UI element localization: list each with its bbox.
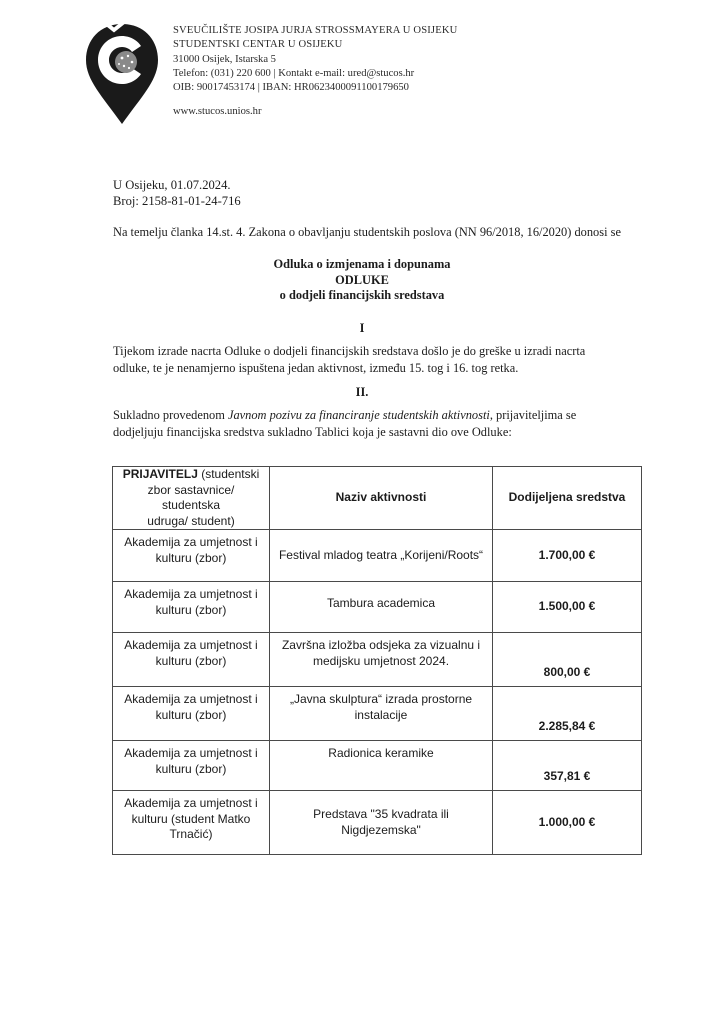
- activity-cell: Završna izložba odsjeka za vizualnu i medijsku umjetnost 2024.: [270, 633, 493, 687]
- applicant-cell: Akademija za umjetnost i kulturu (zbor): [113, 741, 270, 791]
- amount-cell: 2.285,84 €: [493, 687, 642, 741]
- table-row: [113, 633, 642, 687]
- table-row: [113, 741, 642, 791]
- allocation-table: [112, 466, 642, 855]
- section-2-text-end: , prijaviteljima se: [489, 408, 577, 422]
- letterhead-text: [173, 24, 457, 120]
- table-header-row: [113, 467, 642, 530]
- tax-bank-line: OIB: 90017453174 | IBAN: HR0623400091100179650: [173, 82, 409, 94]
- amount-cell: 1.500,00 €: [493, 582, 642, 633]
- amount-cell: 357,81 €: [493, 741, 642, 791]
- activity-cell: Tambura academica: [270, 582, 493, 633]
- intro-text: Na temelju članka 14.st. 4. Zakona o obavljanju studentskih poslova (NN 96/2018, 16/2020) donosi se: [113, 225, 621, 239]
- center-name: STUDENTSKI CENTAR U OSIJEKU: [173, 39, 343, 51]
- amount-cell: 800,00 €: [493, 633, 642, 687]
- header-activity: Naziv aktivnosti: [270, 467, 493, 530]
- amount-cell: 1.000,00 €: [493, 791, 642, 855]
- table-row: [113, 582, 642, 633]
- place-date: U Osijeku, 01.07.2024.: [113, 178, 231, 192]
- section-2-text: [113, 407, 633, 440]
- section-1-line-1: Tijekom izrade nacrta Odluke o dodjeli financijskih sredstava došlo je do greške u izradi nacrta: [113, 344, 586, 358]
- header-amount: Dodijeljena sredstva: [493, 467, 642, 530]
- address: 31000 Osijek, Istarska 5: [173, 53, 276, 65]
- website: www.stucos.unios.hr: [173, 106, 262, 118]
- university-name: SVEUČILIŠTE JOSIPA JURJA STROSSMAYERA U OSIJEKU: [173, 25, 458, 36]
- decision-title: [0, 257, 724, 304]
- applicant-cell: Akademija za umjetnost i kulturu (zbor): [113, 530, 270, 582]
- activity-cell: Festival mladog teatra „Korijeni/Roots“: [270, 530, 493, 582]
- amount-cell: 1.700,00 €: [493, 530, 642, 582]
- title-line-2: ODLUKE: [335, 272, 389, 287]
- activity-cell: Predstava "35 kvadrata ili Nigdjezemska": [270, 791, 493, 855]
- section-2-heading: II.: [355, 385, 369, 399]
- header-applicant: PRIJAVITELJ (studentski zbor sastavnice/ studentska udruga/ student): [113, 467, 270, 530]
- applicant-cell: Akademija za umjetnost i kulturu (zbor): [113, 582, 270, 633]
- applicant-cell: Akademija za umjetnost i kulturu (zbor): [113, 633, 270, 687]
- public-call-name: Javnom pozivu za financiranje studentskih aktivnosti: [227, 408, 490, 422]
- stucos-logo: [82, 20, 162, 126]
- document-number: Broj: 2158-81-01-24-716: [113, 194, 241, 208]
- table-row: [113, 530, 642, 582]
- table-row: [113, 687, 642, 741]
- section-2-text-start: Sukladno provedenom: [113, 408, 228, 422]
- section-1-heading: I: [359, 321, 365, 335]
- title-line-3: o dodjeli financijskih sredstava: [279, 288, 445, 302]
- table-row: [113, 791, 642, 855]
- document-header: [113, 177, 241, 209]
- section-1-text: [113, 343, 633, 376]
- title-line-1: Odluka o izmjenama i dopunama: [273, 257, 451, 271]
- applicant-cell: Akademija za umjetnost i kulturu (student Matko Trnačić): [113, 791, 270, 855]
- activity-cell: „Javna skulptura“ izrada prostorne instalacije: [270, 687, 493, 741]
- section-1-line-2: odluke, te je nenamjerno ispuštena jedan aktivnost, između 15. tog i 16. tog retka.: [113, 360, 519, 375]
- contact-line: Telefon: (031) 220 600 | Kontakt e-mail: ured@stucos.hr: [173, 67, 415, 79]
- activity-cell: Radionica keramike: [270, 741, 493, 791]
- applicant-cell: Akademija za umjetnost i kulturu (zbor): [113, 687, 270, 741]
- section-2-line-2: dodjeljuju financijska sredstva sukladno Tablici koja je sastavni dio ove Odluke:: [113, 424, 512, 439]
